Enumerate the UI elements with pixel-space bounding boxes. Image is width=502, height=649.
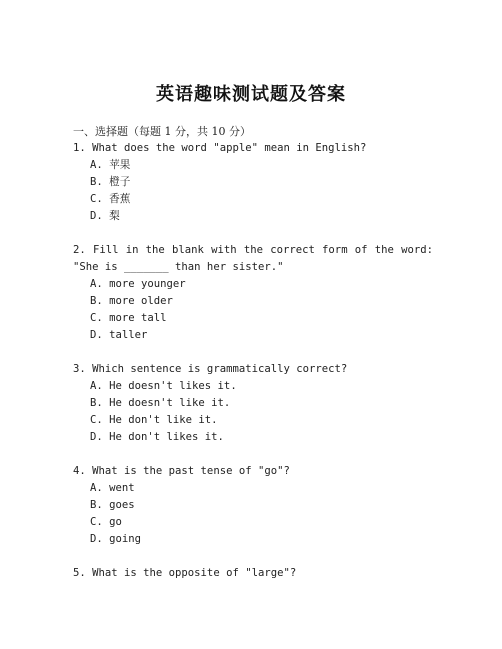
question-3 (73, 361, 433, 446)
question-5 (73, 565, 433, 582)
page-title: 英语趣味测试题及答案 (156, 84, 346, 105)
option-b: B. more older (90, 295, 173, 307)
option-a: A. went (90, 482, 135, 494)
option-b: B. 橙子 (90, 176, 131, 188)
question-list (73, 140, 440, 582)
question-2 (73, 242, 440, 344)
question-text: 1. What does the word "apple" mean in English? (73, 142, 367, 154)
question-text: 4. What is the past tense of "go"? (73, 465, 290, 477)
question-4 (73, 463, 433, 548)
question-text: 3. Which sentence is grammatically correct? (73, 363, 348, 375)
option-a: A. He doesn't likes it. (90, 380, 237, 392)
option-b: B. He doesn't like it. (90, 397, 231, 409)
question-text: 2. Fill in the blank with the correct form of the word: "She is _______ than her sister." (73, 244, 440, 273)
question-text: 5. What is the opposite of "large"? (73, 567, 297, 579)
option-c: C. go (90, 516, 122, 528)
option-a: A. 苹果 (90, 159, 131, 171)
option-c: C. more tall (90, 312, 167, 324)
question-1 (73, 140, 433, 225)
option-c: C. 香蕉 (90, 193, 131, 205)
option-d: D. taller (90, 329, 148, 341)
option-b: B. goes (90, 499, 135, 511)
option-d: D. 梨 (90, 210, 120, 222)
option-a: A. more younger (90, 278, 186, 290)
option-d: D. He don't likes it. (90, 431, 224, 443)
section-heading: 一、选择题（每题 1 分，共 10 分） (73, 125, 251, 138)
option-d: D. going (90, 533, 142, 545)
option-c: C. He don't like it. (90, 414, 218, 426)
